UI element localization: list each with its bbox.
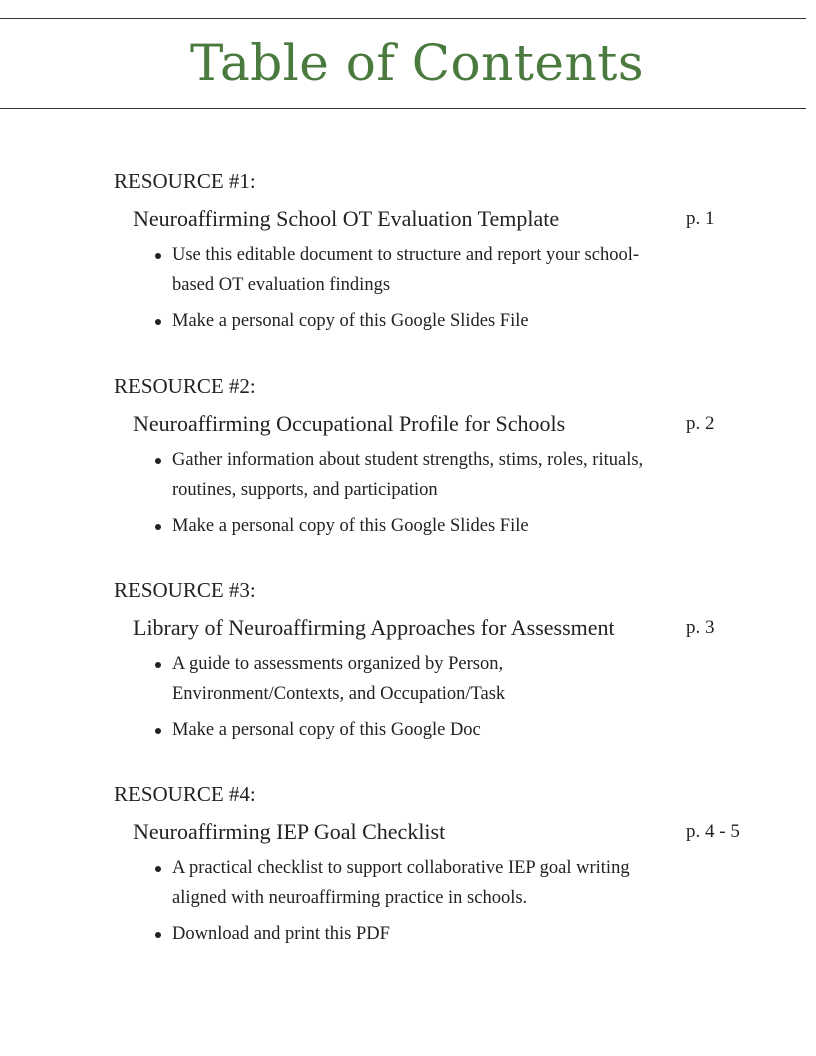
toc-entry-page: p. 1 — [686, 208, 715, 229]
resource-heading: RESOURCE #4: — [114, 782, 256, 806]
resource-heading: RESOURCE #1: — [114, 169, 256, 193]
page-title: Table of Contents — [190, 34, 644, 92]
description-bullet: Use this editable document to structure and report your school-based OT evaluation findings — [114, 240, 672, 300]
description-bullet: A guide to assessments organized by Person, Environment/Contexts, and Occupation/Task — [114, 649, 672, 709]
resource-description-list — [114, 240, 754, 336]
description-bullet: Gather information about student strengths, stims, roles, rituals, routines, supports, and participation — [114, 445, 672, 505]
copy-instruction-bullet: Make a personal copy of this Google Slides File — [114, 511, 672, 541]
resource-section-3 — [114, 578, 754, 751]
toc-entry[interactable] — [114, 206, 754, 232]
description-bullet: A practical checklist to support collaborative IEP goal writing aligned with neuroaffirming practice in schools. — [114, 853, 672, 913]
resource-description-list — [114, 853, 754, 949]
bottom-divider — [0, 108, 806, 109]
resource-section-1 — [114, 169, 754, 342]
toc-entry-title[interactable]: Library of Neuroaffirming Approaches for Assessment — [133, 615, 615, 640]
copy-instruction-bullet: Make a personal copy of this Google Slides File — [114, 306, 672, 336]
toc-entry[interactable] — [114, 615, 754, 641]
toc-entry-title[interactable]: Neuroaffirming IEP Goal Checklist — [133, 819, 446, 844]
resource-description-list — [114, 649, 754, 745]
toc-entry[interactable] — [114, 411, 754, 437]
copy-instruction-bullet: Make a personal copy of this Google Doc — [114, 715, 672, 745]
resource-section-4 — [114, 782, 754, 955]
toc-entry-title[interactable]: Neuroaffirming Occupational Profile for Schools — [133, 411, 566, 436]
resource-section-2 — [114, 374, 754, 547]
toc-entry-page: p. 2 — [686, 413, 715, 434]
resource-heading: RESOURCE #3: — [114, 578, 256, 602]
toc-entry-title[interactable]: Neuroaffirming School OT Evaluation Template — [133, 206, 560, 231]
top-divider — [0, 18, 806, 19]
resource-description-list — [114, 445, 754, 541]
resource-heading: RESOURCE #2: — [114, 374, 256, 398]
toc-entry-page: p. 4 - 5 — [686, 821, 740, 842]
toc-entry[interactable] — [114, 819, 754, 845]
toc-entry-page: p. 3 — [686, 617, 715, 638]
download-instruction-bullet: Download and print this PDF — [114, 919, 672, 949]
